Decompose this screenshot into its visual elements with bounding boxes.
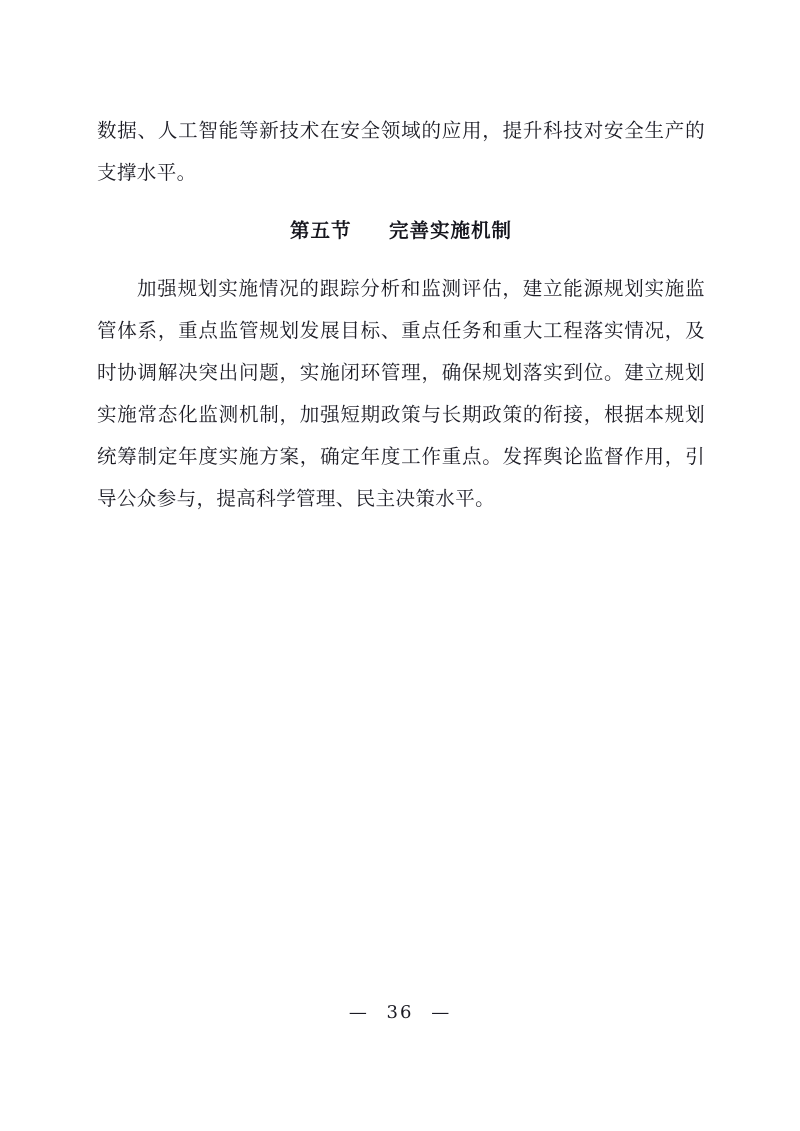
page-number: 36	[386, 1002, 414, 1023]
footer-dash-left: —	[348, 1002, 369, 1023]
page-content	[97, 110, 705, 520]
page-footer	[0, 1002, 800, 1023]
spacer-above-heading	[97, 194, 705, 210]
section-number: 第五节	[289, 219, 352, 242]
section-heading	[97, 210, 705, 252]
footer-dash-right: —	[431, 1002, 452, 1023]
spacer-below-heading	[97, 252, 705, 268]
paragraph-main: 加强规划实施情况的跟踪分析和监测评估，建立能源规划实施监管体系，重点监管规划发展目标、重点任务和重大工程落实情况，及时协调解决突出问题，实施闭环管理，确保规划落实到位。建立规划实施常态化监测机制，加强短期政策与长期政策的衔接，根据本规划统筹制定年度实施方案，确定年度工作重点。发挥舆论监督作用，引导公众参与，提高科学管理、民主决策水平。	[97, 277, 705, 510]
paragraph-continued: 数据、人工智能等新技术在安全领域的应用，提升科技对安全生产的支撑水平。	[97, 119, 705, 184]
section-title: 完善实施机制	[389, 219, 513, 242]
